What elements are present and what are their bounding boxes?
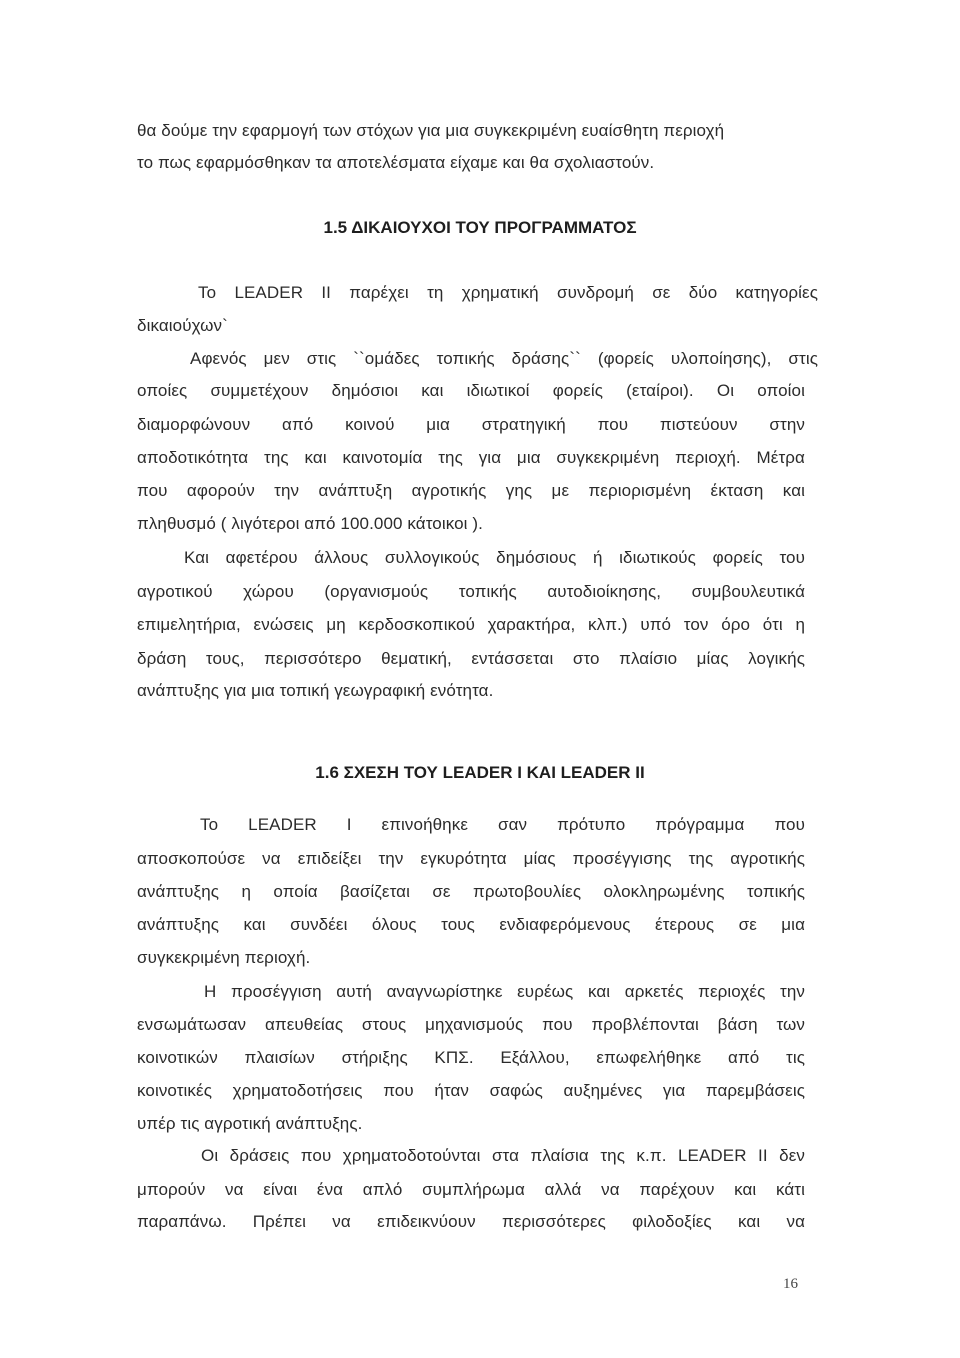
paragraph-line: Η προσέγγιση αυτή αναγνωρίστηκε ευρέως και αρκετές περιοχές την: [204, 982, 805, 1001]
paragraph-line: θα δούμε την εφαρμογή των στόχων για μια συγκεκριμένη ευαίσθητη περιοχή: [137, 121, 725, 140]
section-heading: 1.5 ΔΙΚΑΙΟΥΧΟΙ ΤΟΥ ΠΡΟΓΡΑΜΜΑΤΟΣ: [323, 218, 637, 237]
paragraph-line: ανάπτυξης η οποία βασίζεται σε πρωτοβουλίες ολοκληρωμένης τοπικής: [137, 882, 805, 901]
paragraph-line: Οι δράσεις που χρηματοδοτούνται στα πλαίσια της κ.π. LEADER II δεν: [201, 1146, 805, 1165]
page-number: 16: [783, 1276, 798, 1292]
paragraph-line: αποσκοπούσε να επιδείξει την εγκυρότητα μίας προσέγγισης της αγροτικής: [137, 849, 805, 868]
paragraph-line: Το LEADER I επινοήθηκε σαν πρότυπο πρόγραμμα που: [200, 815, 805, 834]
paragraph-line: συγκεκριμένη περιοχή.: [137, 948, 311, 967]
paragraph-line: ανάπτυξης για μια τοπική γεωγραφική ενότητα.: [137, 681, 494, 700]
paragraph-line: δικαιούχων`: [137, 316, 228, 335]
paragraph-line: επιμελητήρια, ενώσεις μη κερδοσκοπικού χαρακτήρα, κλπ.) υπό τον όρο ότι η: [137, 615, 805, 634]
paragraph-line: ανάπτυξης και συνδέει όλους τους ενδιαφερόμενους έτερους σε μια: [137, 915, 805, 934]
paragraph-line: διαμορφώνουν από κοινού μια στρατηγική που πιστεύουν στην: [137, 415, 805, 434]
paragraph-line: παραπάνω. Πρέπει να επιδεικνύουν περισσότερες φιλοδοξίες και να: [137, 1212, 805, 1231]
paragraph-line: αγροτικού χώρου (οργανισμούς τοπικής αυτοδιοίκησης, συμβουλευτικά: [137, 582, 805, 601]
paragraph-line: Και αφετέρου άλλους συλλογικούς δημόσιους ή ιδιωτικούς φορείς του: [184, 548, 805, 567]
paragraph-line: αποδοτικότητα της και καινοτομία της για μια συγκεκριμένη περιοχή. Μέτρα: [137, 448, 805, 467]
paragraph-line: οποίες συμμετέχουν δημόσιοι και ιδιωτικοί φορείς (εταίροι). Οι οποίοι: [137, 381, 805, 400]
paragraph-line: το πως εφαρμόσθηκαν τα αποτελέσματα είχαμε και θα σχολιαστούν.: [137, 153, 655, 172]
paragraph-line: δράση τους, περισσότερο θεματική, εντάσσεται στο πλαίσιο μίας λογικής: [137, 649, 805, 668]
paragraph-line: Το LEADER II παρέχει τη χρηματική συνδρομή σε δύο κατηγορίες: [198, 283, 818, 302]
paragraph-line: μπορούν να είναι ένα απλό συμπλήρωμα αλλά να παρέχουν και κάτι: [137, 1180, 805, 1199]
section-heading: 1.6 ΣΧΕΣΗ ΤΟΥ LEADER I ΚΑΙ LEADER II: [315, 763, 645, 782]
paragraph-line: που αφορούν την ανάπτυξη αγροτικής γης με περιορισμένη έκταση και: [137, 481, 805, 500]
paragraph-line: υπέρ τις αγροτική ανάπτυξης.: [137, 1114, 363, 1133]
paragraph-line: κοινοτικών πλαισίων στήριξης ΚΠΣ. Εξάλλου, επωφελήθηκε από τις: [137, 1048, 805, 1067]
paragraph-line: Αφενός μεν στις ``ομάδες τοπικής δράσης`` (φορείς υλοποίησης), στις: [190, 349, 818, 368]
paragraph-line: πληθυσμό ( λιγότεροι από 100.000 κάτοικοι ).: [137, 514, 483, 533]
paragraph-line: κοινοτικές χρηματοδοτήσεις που ήταν σαφώς αυξημένες για παρεμβάσεις: [137, 1081, 805, 1100]
paragraph-line: ενσωμάτωσαν απευθείας στους μηχανισμούς που προβλέπονται βάση των: [137, 1015, 805, 1034]
